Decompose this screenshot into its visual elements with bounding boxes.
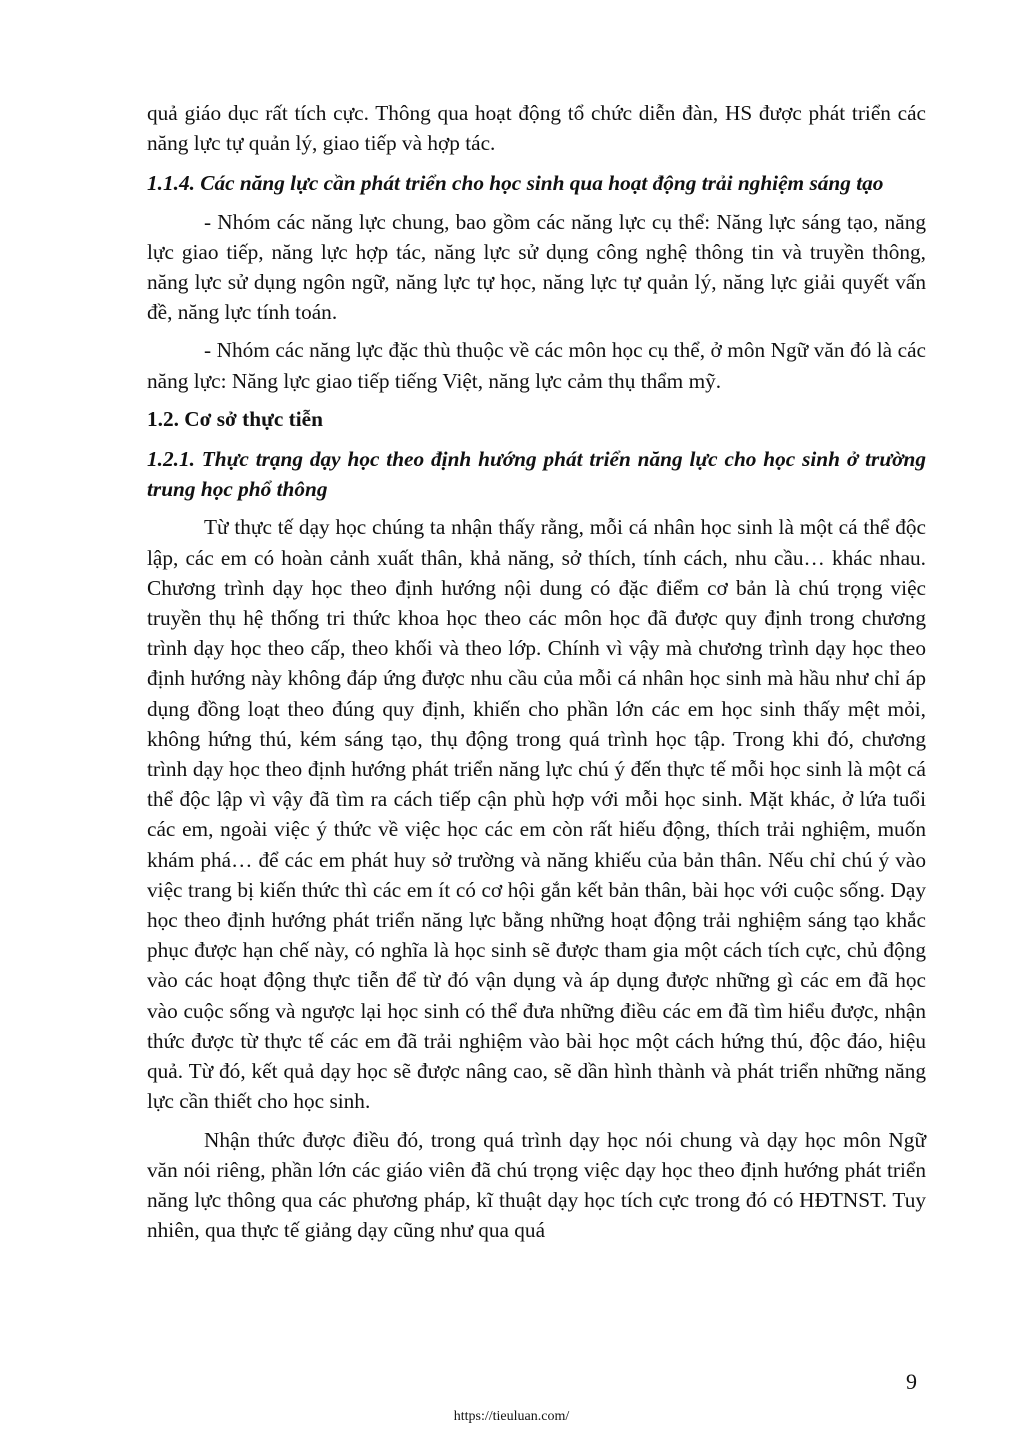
section-heading-1-2-1: 1.2.1. Thực trạng dạy học theo định hướng phát triển năng lực cho học sinh ở trường trung học phổ thông bbox=[147, 447, 926, 502]
paragraph-teaching-reality: Từ thực tế dạy học chúng ta nhận thấy rằng, mỗi cá nhân học sinh là một cá thể độc lập, các em có hoàn cảnh xuất thân, khả năng, sở thích, tính cách, nhu cầu… khác nhau. Chương trình dạy học theo định hướng nội dung có đặc điểm cơ bản là chú trọng việc truyền thụ hệ thống tri thức khoa học theo các môn học đã được quy định trong chương trình dạy học theo cấp, theo khối và theo lớp. Chính vì vậy mà chương trình dạy học theo định hướng này không đáp ứng được nhu cầu của mỗi cá nhân học sinh mà hầu như chỉ áp dụng đồng loạt theo đúng quy định, khiến cho phần lớn các em học sinh thấy mệt mỏi, không hứng thú, kém sáng tạo, thụ động trong quá trình học tập. Trong khi đó, chương trình dạy học theo định hướng phát triển năng lực chú ý đến thực tế mỗi học sinh là một cá thể độc lập vì vậy đã tìm ra cách tiếp cận phù hợp với mỗi học sinh. Mặt khác, ở lứa tuổi các em, ngoài việc ý thức về việc học các em còn rất hiếu động, thích trải nghiệm, muốn khám phá… để các em phát huy sở trường và năng khiếu của bản thân. Nếu chỉ chú ý vào việc trang bị kiến thức thì các em ít có cơ hội gắn kết bản thân, bài học với cuộc sống. Dạy học theo định hướng phát triển năng lực bằng những hoạt động trải nghiệm sáng tạo khắc phục được hạn chế này, có nghĩa là học sinh sẽ được tham gia một cách tích cực, chủ động vào các hoạt động thực tiễn để từ đó vận dụng và áp dụng được những gì các em đã học vào cuộc sống và ngược lại học sinh có thể đưa những điều các em đã tìm hiểu được, nhận thức được từ thực tế các em đã trải nghiệm vào bài học một cách hứng thú, độc đáo, hiệu quả. Từ đó, kết quả dạy học sẽ được nâng cao, sẽ dần hình thành và phát triển những năng lực cần thiết cho học sinh. bbox=[147, 515, 926, 1114]
paragraph-specific-competencies: - Nhóm các năng lực đặc thù thuộc về các môn học cụ thể, ở môn Ngữ văn đó là các năng lực: Năng lực giao tiếp tiếng Việt, năng lực cảm thụ thẩm mỹ. bbox=[147, 338, 926, 393]
paragraph-continuation: quả giáo dục rất tích cực. Thông qua hoạt động tổ chức diễn đàn, HS được phát triển các năng lực tự quản lý, giao tiếp và hợp tác. bbox=[147, 101, 926, 156]
section-heading-1-2: 1.2. Cơ sở thực tiễn bbox=[147, 406, 323, 431]
page-number: 9 bbox=[906, 1369, 917, 1394]
section-heading-1-1-4: 1.1.4. Các năng lực cần phát triển cho học sinh qua hoạt động trải nghiệm sáng tạo bbox=[147, 171, 884, 196]
paragraph-general-competencies: - Nhóm các năng lực chung, bao gồm các năng lực cụ thể: Năng lực sáng tạo, năng lực giao tiếp, năng lực hợp tác, năng lực sử dụng công nghệ thông tin và truyền thông, năng lực sử dụng ngôn ngữ, năng lực tự học, năng lực tự quản lý, năng lực giải quyết vấn đề, năng lực tính toán. bbox=[147, 209, 926, 325]
footer-url[interactable]: https://tieuluan.com/ bbox=[453, 1409, 570, 1424]
document-body bbox=[147, 98, 926, 1245]
paragraph-awareness: Nhận thức được điều đó, trong quá trình dạy học nói chung và dạy học môn Ngữ văn nói riêng, phần lớn các giáo viên đã chú trọng việc dạy học theo định hướng phát triển năng lực thông qua các phương pháp, kĩ thuật dạy học tích cực trong đó có HĐTNST. Tuy nhiên, qua thực tế giảng dạy cũng như qua quá bbox=[147, 1127, 926, 1243]
